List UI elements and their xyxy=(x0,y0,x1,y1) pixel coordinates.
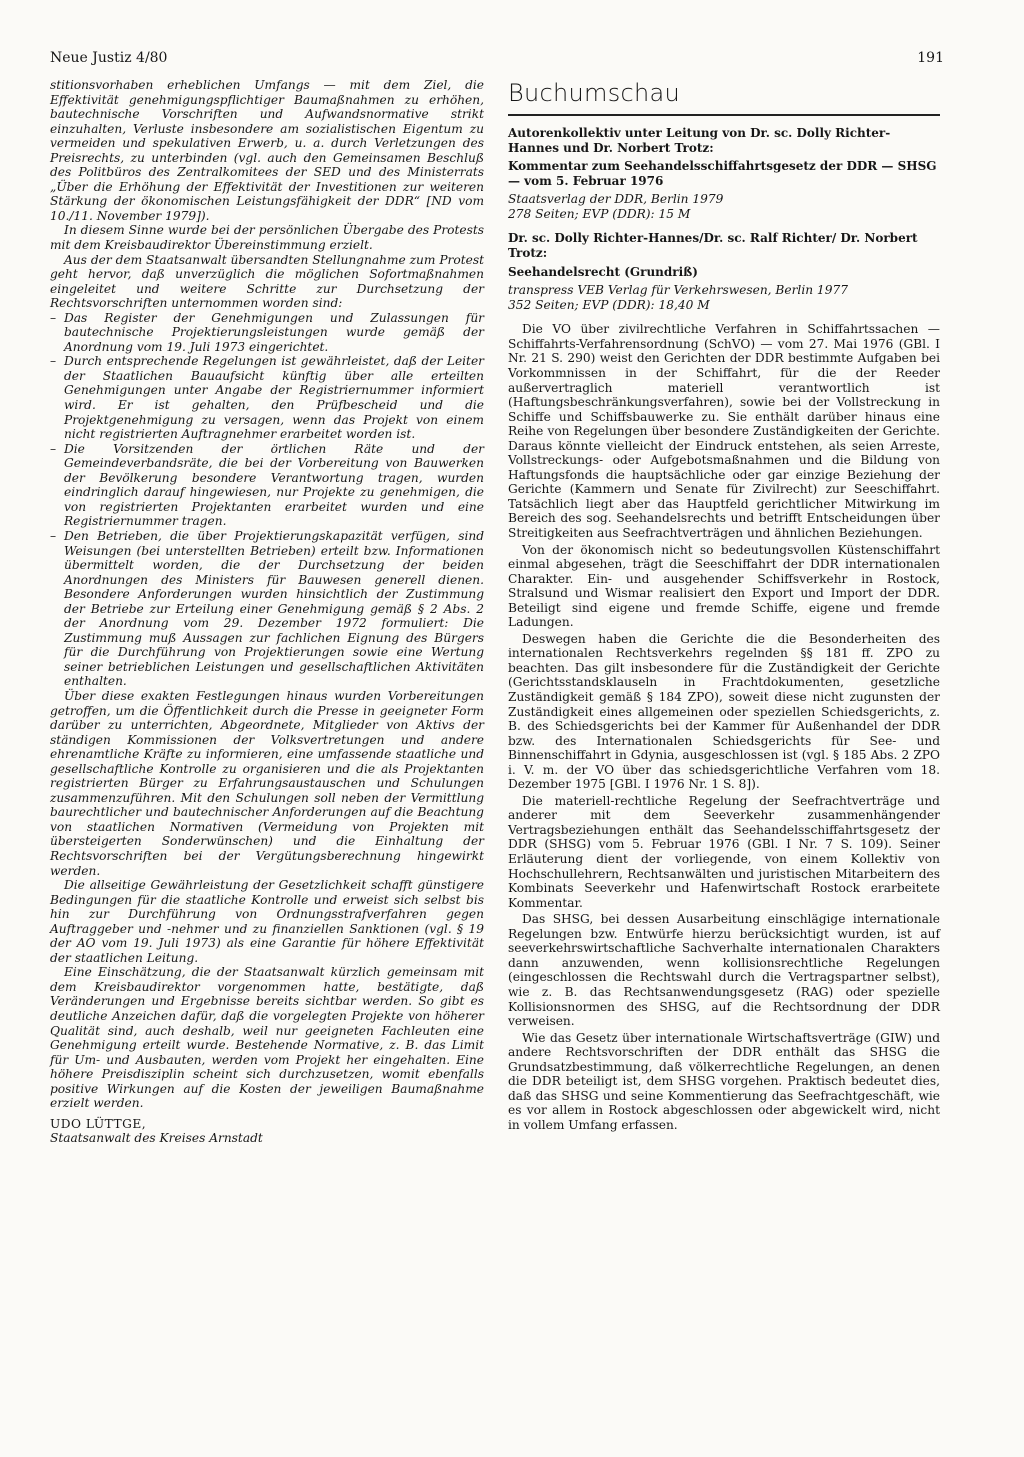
price-line: 278 Seiten; EVP (DDR): 15 M xyxy=(508,206,691,221)
page-header xyxy=(50,50,944,72)
book-authors: Autorenkollektiv unter Leitung von Dr. sc. Dolly Richter-Hannes und Dr. Norbert Trotz: xyxy=(508,126,891,155)
paragraph: Über diese exakten Festlegungen hinaus wurden Vorbereitungen getroffen, um die Öffentlichkeit durch die Presse in geeigneter Form darüber zu unterrichten, Abgeordnete, Mitglieder von Aktivs der ständigen Kommissionen der Volksvertretungen und andere ehrenamtliche Kräfte zu informieren, eine umfassende staatliche und gesellschaftliche Kontrolle zu organisieren und die als Projektanten registrierten Bürger zu Erfahrungsaustauschen und Schulungen zusammenzuführen. Mit den Schulungen soll neben der Vermittlung baurechtlicher und bautechnischer Anforderungen auf die Beachtung von staatlichen Normativen (Vermeidung von Projekten mit übersteigerten Sonderwünschen) und die Einhaltung der Rechtsvorschriften bei der Vergütungsberechnung hingewirkt werden. xyxy=(50,688,484,878)
section-rule xyxy=(508,114,940,116)
signature-block xyxy=(50,1117,484,1146)
paragraph: Deswegen haben die Gerichte die die Besonderheiten des internationalen Rechtsverkehrs regelnden §§ 181 ff. ZPO zu beachten. Das gilt insbesondere für die Zuständigkeit der Gerichte (Gerichtsstandsklauseln in Frachtdokumenten, gesetzliche Zuständigkeit gemäß § 184 ZPO), soweit diese nicht zugunsten der Zuständigkeit eines allgemeinen oder speziellen Schiedsgerichts, z. B. des Schiedsgerichts bei der Kammer für Außenhandel der DDR bzw. des Internationalen Schiedsgerichts für See- und Binnenschiffahrt in Gdynia, ausgeschlossen ist (vgl. § 185 Abs. 2 ZPO i. V. m. der VO über das schiedsgerichtliche Verfahren vom 18. Dezember 1975 [GBl. I 1976 Nr. 1 S. 8]). xyxy=(508,631,940,792)
author-name: UDO LÜTTGE, xyxy=(50,1116,147,1131)
book-entry-2 xyxy=(508,231,940,312)
right-column xyxy=(508,78,940,1134)
section-title: Buchumschau xyxy=(508,79,681,107)
book-authors: Dr. sc. Dolly Richter-Hannes/Dr. sc. Ralf Richter/ Dr. Norbert Trotz: xyxy=(508,231,918,261)
paragraph: In diesem Sinne wurde bei der persönlichen Übergabe des Protests mit dem Kreisbaudirektor Übereinstimmung erzielt. xyxy=(50,223,484,253)
paragraph: Die VO über zivilrechtliche Verfahren in Schiffahrtssachen — Schiffahrts-Verfahrensordnung (SchVO) — vom 27. Mai 1976 (GBl. I Nr. 21 S. 290) weist den Gerichten der DDR bestimmte Aufgaben bei Vorkommnissen in der Schiffahrt, für die der Reeder außervertraglich materiell verantwortlich ist (Haftungsbeschränkungsverfahren), sowie bei der Vollstreckung in Schiffe und Schiffsbauwerke zu. Sie enthält darüber hinaus eine Reihe von Regelungen über besondere Zuständigkeiten der Gerichte. Daraus könnte vielleicht der Eindruck entstehen, als seien Arreste, Vollstreckungs- oder Aufgebotsmaßnahmen und die Bildung von Haftungsfonds die hauptsächliche oder gar einzige Beziehung der Gerichte (Kammern und Senate für Zivilrecht) zur Seeschiffahrt. Tatsächlich liegt aber das Hauptfeld gerichtlicher Mitwirkung im Bereich des sog. Seehandelsrechts und betrifft Entscheidungen über Streitigkeiten aus Seefrachtverträgen und ähnlichen Beziehungen. xyxy=(508,322,940,540)
paragraph: Eine Einschätzung, die der Staatsanwalt kürzlich gemeinsam mit dem Kreisbaudirektor vorgenommen hatte, bestätigte, daß Veränderungen und Ergebnisse bereits sichtbar werden. So gibt es deutliche Anzeichen dafür, daß die vorgelegten Projekte von höherer Qualität sind, auch deshalb, weil nur geeigneten Fachleuten eine Genehmigung erteilt wurde. Bestehende Normative, z. B. das Limit für Um- und Ausbauten, werden vom Projekt her eingehalten. Eine höhere Preisdisziplin scheint sich durchzusetzen, womit ebenfalls positive Wirkungen auf die Kosten der jeweiligen Baumaßnahme erzielt werden. xyxy=(50,965,484,1111)
measures-list xyxy=(50,311,484,689)
publisher-line: transpress VEB Verlag für Verkehrswesen, Berlin 1977 xyxy=(508,283,848,298)
journal-issue: Neue Justiz 4/80 xyxy=(50,50,168,66)
list-item: – Den Betrieben, die über Projektierungskapazität verfügen, sind Weisungen (bei unterstellten Betrieben) erteilt bzw. Informationen übermittelt worden, die der Durchsetzung der beiden Anordnungen des Ministers für Bauwesen generell dienen. Besondere Anforderungen wurden hinsichtlich der Zustimmung der Betriebe zur Erteilung einer Genehmigung gemäß § 2 Abs. 2 der Anordnung vom 29. Dezember 1972 formuliert: Die Zustimmung muß Aussagen zur fachlichen Eignung des Bürgers für die Durchführung von Projektierungen sowie eine Wertung seiner betrieblichen Leistungen und gesellschaftlichen Aktivitäten enthalten. xyxy=(50,529,484,689)
book-publisher xyxy=(508,192,940,221)
review-body xyxy=(508,322,940,1132)
paragraph: Von der ökonomisch nicht so bedeutungsvollen Küstenschiffahrt einmal abgesehen, trägt die Seeschiffahrt der DDR internationalen Charakter. Ein- und ausgehender Schiffsverkehr in Rostock, Stralsund und Wismar realisiert den Export und Import der DDR. Beteiligt sind eigene und fremde Schiffe, eigene und fremde Ladungen. xyxy=(508,542,940,630)
book-publisher xyxy=(508,283,940,312)
left-column xyxy=(50,78,484,1146)
price-line: 352 Seiten; EVP (DDR): 18,40 M xyxy=(508,297,710,312)
page-number: 191 xyxy=(917,50,944,66)
paragraph: Das SHSG, bei dessen Ausarbeitung einschlägige internationale Regelungen bzw. Entwürfe hierzu berücksichtigt wurden, ist auf seeverkehrswirtschaftliche Sachverhalte internationalen Charakters dann anzuwenden, wenn kollisionsrechtliche Regelungen (eingeschlossen die Rechtswahl durch die Vertragspartner selbst), wie z. B. das Rechtsanwendungsgesetz (RAG) oder spezielle Kollisionsnormen des SHSG, auf die Rechtsordnung der DDR verweisen. xyxy=(508,912,940,1029)
book-title: Seehandelsrecht (Grundriß) xyxy=(508,264,698,279)
book-title: Kommentar zum Seehandelsschiffahrtsgesetz der DDR — SHSG — vom 5. Februar 1976 xyxy=(508,159,937,188)
paragraph: Die materiell-rechtliche Regelung der Seefrachtverträge und anderer mit dem Seeverkehr zusammenhängender Vertragsbeziehungen enthält das Seehandelsschiffahrtsgesetz der DDR (SHSG) vom 5. Februar 1976 (GBl. I Nr. 7 S. 109). Seiner Erläuterung dient der vorliegende, von einem Kollektiv von Hochschullehrern, Rechtsanwälten und juristischen Mitarbeitern des Kombinats Seeverkehr und Hafenwirtschaft Rostock erarbeitete Kommentar. xyxy=(508,793,940,910)
paragraph: Wie das Gesetz über internationale Wirtschaftsverträge (GIW) und andere Rechtsvorschriften der DDR enthält das SHSG die Grundsatzbestimmung, daß völkerrechtliche Regelungen, an denen die DDR beteiligt ist, dem SHSG vorgehen. Praktisch bedeutet dies, daß das SHSG und seine Kommentierung das Seefrachtgeschäft, wie es vor allem in Rostock abgeschlossen oder abgewickelt wird, nicht in vollem Umfang erfassen. xyxy=(508,1030,940,1132)
publisher-line: Staatsverlag der DDR, Berlin 1979 xyxy=(508,192,724,207)
list-item: – Durch entsprechende Regelungen ist gewährleistet, daß der Leiter der Staatlichen Bauaufsicht künftig über alle erteilten Genehmigungen unter Angabe der Registriernummer informiert wird. Er ist gehalten, den Prüfbescheid und die Projektgenehmigung zu versagen, wenn das Projekt von einem nicht registrierten Auftragnehmer erarbeitet worden ist. xyxy=(50,354,484,441)
author-title: Staatsanwalt des Kreises Arnstadt xyxy=(50,1131,263,1146)
paragraph: stitionsvorhaben erheblichen Umfangs — mit dem Ziel, die Effektivität genehmigungspflichtiger Baumaßnahmen zu erhöhen, bautechnische Vorschriften und Aufwandsnormative strikt einzuhalten, Verluste insbesondere am sozialistischen Eigentum zu vermeiden und spekulativen Erwerb, u. a. durch Verletzungen des Preisrechts, zu unterbinden (vgl. auch den Gemeinsamen Beschluß des Politbüros des Zentralkomitees der SED und des Ministerrats „Über die Erhöhung der Effektivität der Investitionen zur weiteren Stärkung der ökonomischen Leistungsfähigkeit der DDR“ [ND vom 10./11. November 1979]). xyxy=(50,78,484,223)
list-item: – Das Register der Genehmigungen und Zulassungen für bautechnische Projektierungsleistungen wurde gemäß der Anordnung vom 19. Juli 1973 eingerichtet. xyxy=(50,311,484,355)
list-item: – Die Vorsitzenden der örtlichen Räte und der Gemeindeverbandsräte, die bei der Vorbereitung von Bauwerken der Bevölkerung besondere Verantwortung tragen, wurden eindringlich darauf hingewiesen, nur Projekte zu genehmigen, die von registrierten Projektanten erarbeitet wurden und eine Registriernummer tragen. xyxy=(50,442,484,529)
paragraph: Die allseitige Gewährleistung der Gesetzlichkeit schafft günstigere Bedingungen für die staatliche Kontrolle und erweist sich selbst bis hin zur Durchführung von Ordnungsstrafverfahren gegen Auftraggeber und -nehmer und zu finanziellen Sanktionen (vgl. § 19 der AO vom 19. Juli 1973) als eine Garantie für höhere Effektivität der staatlichen Leitung. xyxy=(50,878,484,965)
book-entry-1 xyxy=(508,126,940,221)
paragraph: Aus der dem Staatsanwalt übersandten Stellungnahme zum Protest geht hervor, daß unverzüglich die möglichen Sofortmaßnahmen eingeleitet und weitere Schritte zur Durchsetzung der Rechtsvorschriften unternommen worden sind: xyxy=(50,252,484,311)
